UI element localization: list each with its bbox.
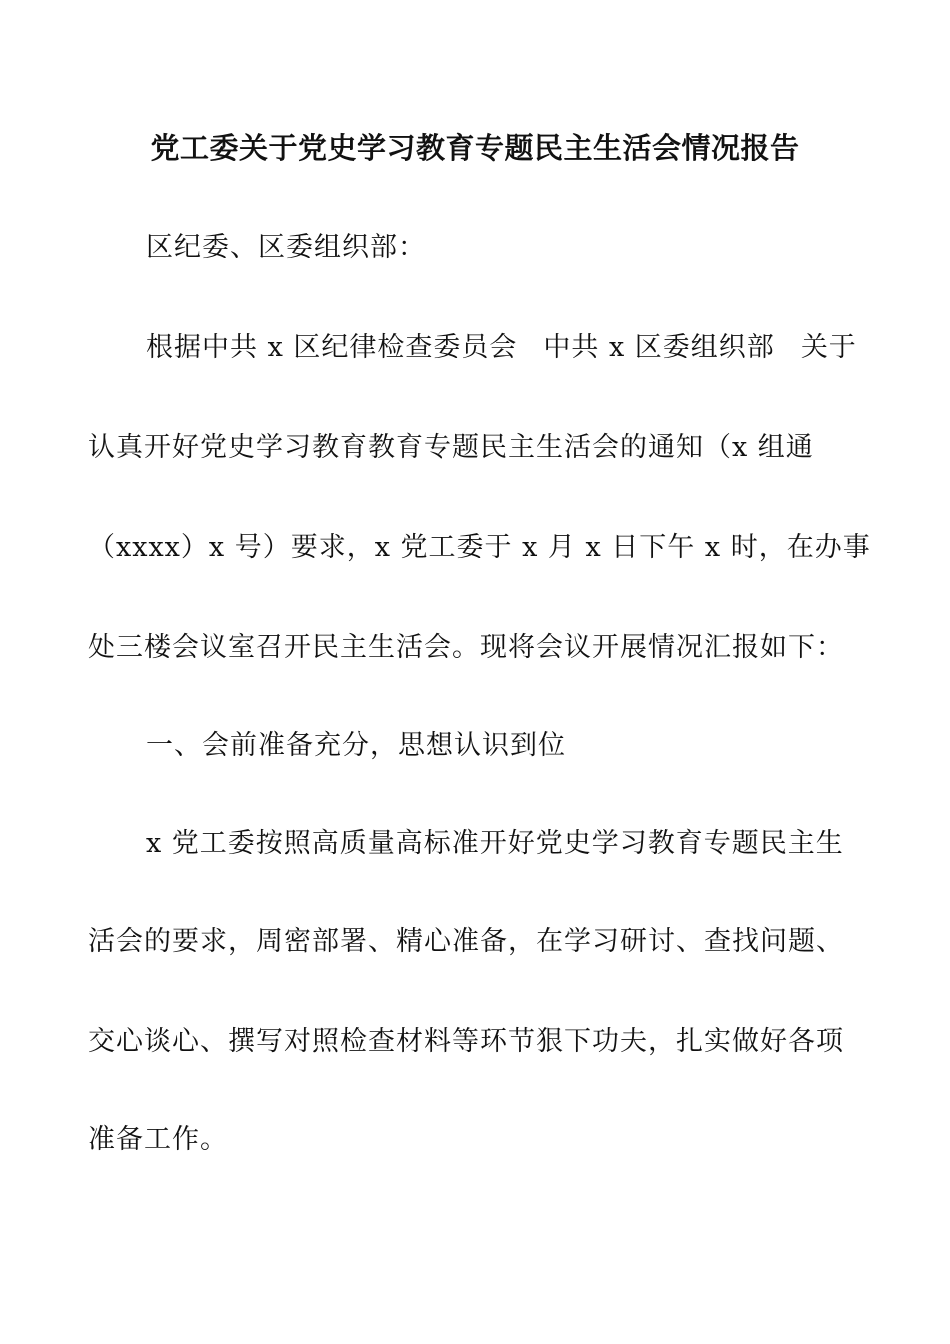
section-1-heading: 一、会前准备充分，思想认识到位 [146,730,566,761]
paragraph-1-line-3: （xxxx）x 号）要求，x 党工委于 x 月 x 日下午 x 时，在办事 [88,532,871,563]
document-title: 党工委关于党史学习教育专题民主生活会情况报告 [150,131,800,165]
paragraph-1-line-1 [146,328,857,368]
paragraph-1-line-1-part-c: 关于 [800,332,857,363]
paragraph-1-line-2: 认真开好党史学习教育教育专题民主生活会的通知（x 组通 [88,432,814,463]
paragraph-2-line-2: 活会的要求，周密部署、精心准备，在学习研讨、查找问题、 [88,926,844,957]
paragraph-2-line-3: 交心谈心、撰写对照检查材料等环节狠下功夫，扎实做好各项 [88,1026,844,1057]
salutation: 区纪委、区委组织部： [146,232,426,263]
paragraph-1-line-1-part-a: 根据中共 x 区纪律检查委员会 [146,332,518,363]
paragraph-2-line-1: x 党工委按照高质量高标准开好党史学习教育专题民主生 [146,828,844,859]
paragraph-1-line-1-part-b: 中共 x 区委组织部 [543,332,775,363]
paragraph-1-line-4: 处三楼会议室召开民主生活会。现将会议开展情况汇报如下： [88,632,844,663]
paragraph-2-line-4: 准备工作。 [88,1124,228,1155]
